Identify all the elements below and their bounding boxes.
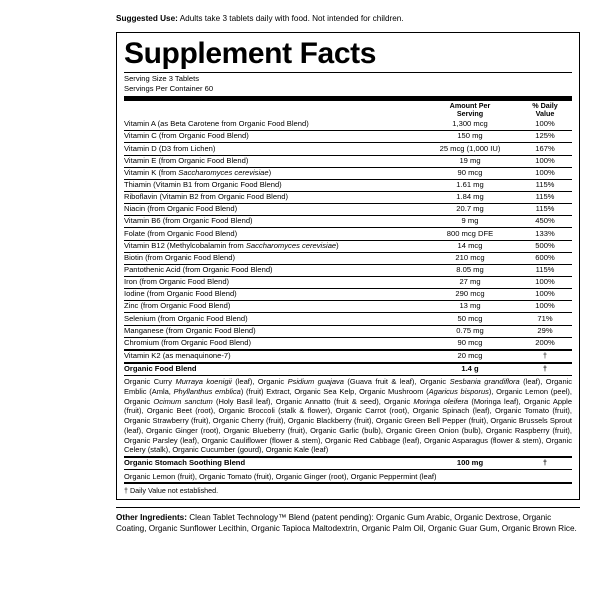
- nutrient-name: Iron (from Organic Food Blend): [124, 277, 422, 289]
- blend-dv: †: [518, 457, 572, 470]
- header-dv-line1: % Daily: [532, 100, 558, 110]
- header-dv-line2: Value: [535, 109, 555, 119]
- nutrient-name: Niacin (from Organic Food Blend): [124, 204, 422, 216]
- nutrient-amount: 1.61 mg: [422, 179, 518, 191]
- nutrient-amount: 1,300 mcg: [422, 119, 518, 131]
- table-row: [124, 192, 572, 204]
- nutrient-dv: 450%: [518, 216, 572, 228]
- nutrient-amount: 19 mg: [422, 155, 518, 167]
- nutrient-table: [124, 101, 572, 483]
- header-spacer: [124, 101, 422, 119]
- nutrient-name: Chromium (from Organic Food Blend): [124, 337, 422, 350]
- table-row: [124, 313, 572, 325]
- table-header-row: [124, 101, 572, 119]
- table-row: [124, 155, 572, 167]
- nutrient-dv: 133%: [518, 228, 572, 240]
- nutrient-name: Vitamin B12 (Methylcobalamin from Saccharomyces cerevisiae): [124, 240, 422, 252]
- blend-ingredients-food-row: [124, 376, 572, 458]
- serving-info: [124, 73, 572, 96]
- nutrient-amount: 27 mg: [422, 277, 518, 289]
- nutrient-amount: 90 mcg: [422, 167, 518, 179]
- nutrient-amount: 14 mcg: [422, 240, 518, 252]
- table-row: [124, 204, 572, 216]
- other-ingredients-body: Clean Tablet Technology™ Blend (patent pending): Organic Gum Arabic, Organic Dextrose, Organic Coating, Organic Sunflower Lecithin, Organic Tapioca Maltodextrin, Organic Palm Oil, Organic Guar Gum, Organic Brown Rice.: [116, 513, 577, 534]
- header-amount-line1: Amount Per: [449, 100, 491, 110]
- nutrient-name: Manganese (from Organic Food Blend): [124, 325, 422, 337]
- nutrient-amount: 800 mcg DFE: [422, 228, 518, 240]
- nutrient-dv: 71%: [518, 313, 572, 325]
- table-row-vitamin-k2: [124, 350, 572, 363]
- nutrient-dv: 500%: [518, 240, 572, 252]
- nutrient-amount: 8.05 mg: [422, 264, 518, 276]
- nutrient-name: Folate (from Organic Food Blend): [124, 228, 422, 240]
- nutrient-name: Thiamin (Vitamin B1 from Organic Food Blend): [124, 179, 422, 191]
- suggested-use-text: [116, 14, 582, 24]
- nutrient-amount: 290 mcg: [422, 289, 518, 301]
- nutrient-name: Vitamin A (as Beta Carotene from Organic Food Blend): [124, 119, 422, 131]
- other-ingredients-label: Other Ingredients:: [116, 513, 187, 523]
- nutrient-dv: †: [518, 350, 572, 363]
- nutrient-name: Iodine (from Organic Food Blend): [124, 289, 422, 301]
- table-row: [124, 264, 572, 276]
- blend-ingredients-stomach: Organic Lemon (fruit), Organic Tomato (fruit), Organic Ginger (root), Organic Peppermint (leaf): [124, 471, 437, 481]
- nutrient-name: Vitamin E (from Organic Food Blend): [124, 155, 422, 167]
- other-ingredients-text: [116, 507, 580, 534]
- header-daily-value: [518, 101, 572, 119]
- table-row: [124, 179, 572, 191]
- nutrient-dv: 115%: [518, 192, 572, 204]
- header-amount: [422, 101, 518, 119]
- nutrient-dv: 100%: [518, 277, 572, 289]
- nutrient-dv: 100%: [518, 155, 572, 167]
- nutrient-name: Vitamin D (D3 from Lichen): [124, 143, 422, 155]
- table-row: [124, 301, 572, 313]
- nutrient-amount: 9 mg: [422, 216, 518, 228]
- header-amount-line2: Serving: [456, 109, 484, 119]
- nutrient-name: Vitamin C (from Organic Food Blend): [124, 131, 422, 143]
- nutrient-dv: 600%: [518, 252, 572, 264]
- nutrient-dv: 100%: [518, 301, 572, 313]
- nutrient-dv: 115%: [518, 264, 572, 276]
- table-row: [124, 216, 572, 228]
- table-row: [124, 252, 572, 264]
- blend-ingredients-stomach-row: [124, 470, 572, 482]
- nutrient-dv: 200%: [518, 337, 572, 350]
- nutrient-dv: 100%: [518, 289, 572, 301]
- nutrient-dv: 100%: [518, 167, 572, 179]
- table-row: [124, 240, 572, 252]
- table-row: [124, 289, 572, 301]
- nutrient-amount: 50 mcg: [422, 313, 518, 325]
- blend-dv: †: [518, 363, 572, 376]
- table-row: [124, 325, 572, 337]
- nutrient-name: Riboflavin (Vitamin B2 from Organic Food Blend): [124, 192, 422, 204]
- nutrient-name: Biotin (from Organic Food Blend): [124, 252, 422, 264]
- nutrient-amount: 150 mg: [422, 131, 518, 143]
- suggested-use-label: Suggested Use:: [116, 14, 178, 23]
- nutrient-amount: 90 mcg: [422, 337, 518, 350]
- blend-amount: 1.4 g: [422, 363, 518, 376]
- table-row: [124, 277, 572, 289]
- nutrient-amount: 210 mcg: [422, 252, 518, 264]
- table-row: [124, 143, 572, 155]
- nutrient-amount: 25 mcg (1,000 IU): [422, 143, 518, 155]
- nutrient-name: Selenium (from Organic Food Blend): [124, 313, 422, 325]
- nutrient-amount: 20 mcg: [422, 350, 518, 363]
- table-row: [124, 119, 572, 131]
- nutrient-dv: 125%: [518, 131, 572, 143]
- table-row: [124, 228, 572, 240]
- suggested-use-body: Adults take 3 tablets daily with food. Not intended for children.: [177, 14, 404, 23]
- nutrition-panel: [116, 32, 580, 500]
- table-row: [124, 167, 572, 179]
- nutrient-dv: 167%: [518, 143, 572, 155]
- blend-ingredients-food: Organic Curry Murraya koenigii (leaf), Organic Psidium guajava (Guava fruit & leaf), Organic Sesbania grandiflora (leaf), Organic Emblic (Amla, Phyllanthus emblica) (fruit) Extract, Organic Sea Kelp, Organic Mushroom (Agaricus bisporus), Organic Lemon (peel), Organic Ocimum sanctum (Holy Basil leaf), Organic Annatto (fruit & seed), Organic Moringa oleifera (Moringa leaf), Organic Apple (fruit), Organic Beet (root), Organic Broccoli (stalk & flower), Organic Carrot (root), Organic Spinach (leaf), Organic Tomato (fruit), Organic Strawberry (fruit), Organic Cherry (fruit), Organic Blackberry (fruit), Organic Green Bell Pepper (fruit), Organic Brussels Sprout (leaf), Organic Ginger (root), Organic Blueberry (fruit), Organic Garlic (bulb), Organic Green Onion (bulb), Organic Raspberry (fruit), Organic Parsley (leaf), Organic Cauliflower (flower & stem), Organic Red Cabbage (leaf), Organic Asparagus (flower & stem), Organic Celery (stalk), Organic Cucumber (gourd), Organic Kale (leaf): [124, 377, 573, 455]
- panel-title: Supplement Facts: [124, 37, 376, 71]
- blend-amount: 100 mg: [422, 457, 518, 470]
- nutrient-dv: 115%: [518, 179, 572, 191]
- nutrient-amount: 13 mg: [422, 301, 518, 313]
- nutrient-name: Pantothenic Acid (from Organic Food Blend): [124, 264, 422, 276]
- blend-name: Organic Food Blend: [124, 363, 422, 376]
- blend-header-stomach: [124, 457, 572, 470]
- nutrient-name: Zinc (from Organic Food Blend): [124, 301, 422, 313]
- servings-per-container: Servings Per Container 60: [124, 83, 214, 93]
- nutrient-dv: 29%: [518, 325, 572, 337]
- nutrient-name: Vitamin K (from Saccharomyces cerevisiae): [124, 167, 422, 179]
- nutrient-amount: 20.7 mg: [422, 204, 518, 216]
- nutrient-amount: 1.84 mg: [422, 192, 518, 204]
- nutrient-dv: 115%: [518, 204, 572, 216]
- blend-header-food: [124, 363, 572, 376]
- table-row: [124, 131, 572, 143]
- nutrient-name: Vitamin B6 (from Organic Food Blend): [124, 216, 422, 228]
- serving-size: Serving Size 3 Tablets: [124, 73, 199, 83]
- nutrient-amount: 0.75 mg: [422, 325, 518, 337]
- daily-value-footnote: † Daily Value not established.: [124, 482, 572, 495]
- nutrient-name: Vitamin K2 (as menaquinone-7): [124, 350, 422, 363]
- table-row: [124, 337, 572, 350]
- nutrient-dv: 100%: [518, 119, 572, 131]
- blend-name: Organic Stomach Soothing Blend: [124, 457, 422, 470]
